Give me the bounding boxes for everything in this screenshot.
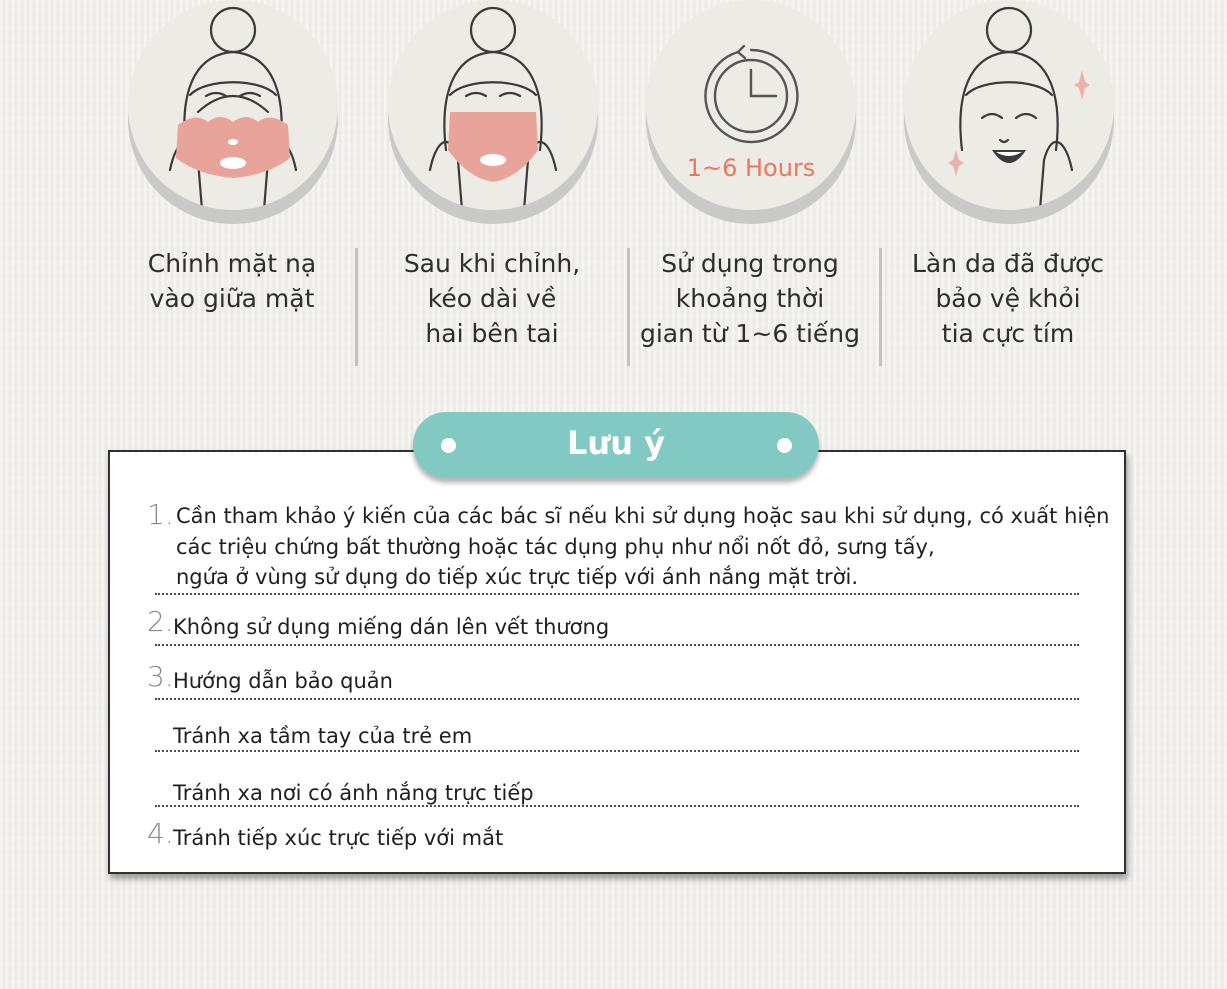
notice-item-2-line: Không sử dụng miếng dán lên vết thương [173, 615, 610, 639]
notice-subitem-line: Tránh xa tầm tay của trẻ em [173, 724, 473, 748]
step-4-illustration [898, 0, 1118, 232]
caption-line: Làn da đã được [911, 249, 1105, 278]
notice-item-4-line: Tránh tiếp xúc trực tiếp với mắt [173, 826, 504, 850]
notice-title-pill [413, 412, 819, 478]
step-4 [898, 0, 1118, 360]
step-divider [627, 248, 630, 366]
dotted-divider [155, 698, 1079, 700]
item-number: 2. [147, 605, 174, 638]
step-1-caption [122, 246, 342, 316]
caption-line: Sử dụng trong [661, 249, 839, 278]
caption-line: Sau khi chỉnh, [403, 249, 581, 278]
item-number: 3. [147, 660, 174, 693]
duration-badge: 1~6 Hours [686, 154, 816, 182]
item-number: 4. [147, 817, 174, 850]
step-4-caption [898, 246, 1118, 351]
clock-icon [646, 0, 856, 210]
step-3-illustration [640, 0, 860, 232]
item-number: 1. [147, 498, 174, 531]
caption-line: bảo vệ khỏi [935, 284, 1081, 313]
step-3 [640, 0, 860, 360]
step-3-caption [638, 246, 862, 351]
caption-line: vào giữa mặt [149, 284, 315, 313]
dotted-divider [155, 805, 1079, 807]
notice-item-1-line: Cần tham khảo ý kiến của các bác sĩ nếu khi sử dụng hoặc sau khi sử dụng, có xuất hiện [176, 504, 1110, 528]
step-2 [382, 0, 602, 360]
face-mask-center-icon [128, 0, 338, 210]
step-2-illustration [382, 0, 602, 232]
notice-item-1-line: ngứa ở vùng sử dụng do tiếp xúc trực tiếp với ánh nắng mặt trời. [176, 565, 859, 589]
caption-line: hai bên tai [425, 319, 559, 348]
notice-item-3-line: Hướng dẫn bảo quản [173, 669, 393, 693]
step-1-illustration [122, 0, 342, 232]
dotted-divider [155, 593, 1079, 595]
caption-line: khoảng thời [675, 284, 825, 313]
pill-dot-right [777, 438, 792, 453]
happy-face-icon [904, 0, 1114, 210]
dotted-divider [155, 644, 1079, 646]
step-2-caption [382, 246, 602, 351]
caption-line: Chỉnh mặt nạ [147, 249, 317, 278]
caption-line: kéo dài về [427, 284, 557, 313]
notice-subitem-line: Tránh xa nơi có ánh nắng trực tiếp [173, 781, 534, 805]
notice-title: Lưu ý [567, 424, 665, 462]
step-divider [879, 248, 882, 366]
step-divider [355, 248, 358, 366]
step-1 [122, 0, 342, 360]
caption-line: gian từ 1~6 tiếng [639, 319, 861, 348]
dotted-divider [155, 750, 1079, 752]
notice-item-1-line: các triệu chứng bất thường hoặc tác dụng phụ như nổi nốt đỏ, sưng tấy, [176, 535, 935, 559]
caption-line: tia cực tím [941, 319, 1075, 348]
face-mask-ears-icon [388, 0, 598, 210]
